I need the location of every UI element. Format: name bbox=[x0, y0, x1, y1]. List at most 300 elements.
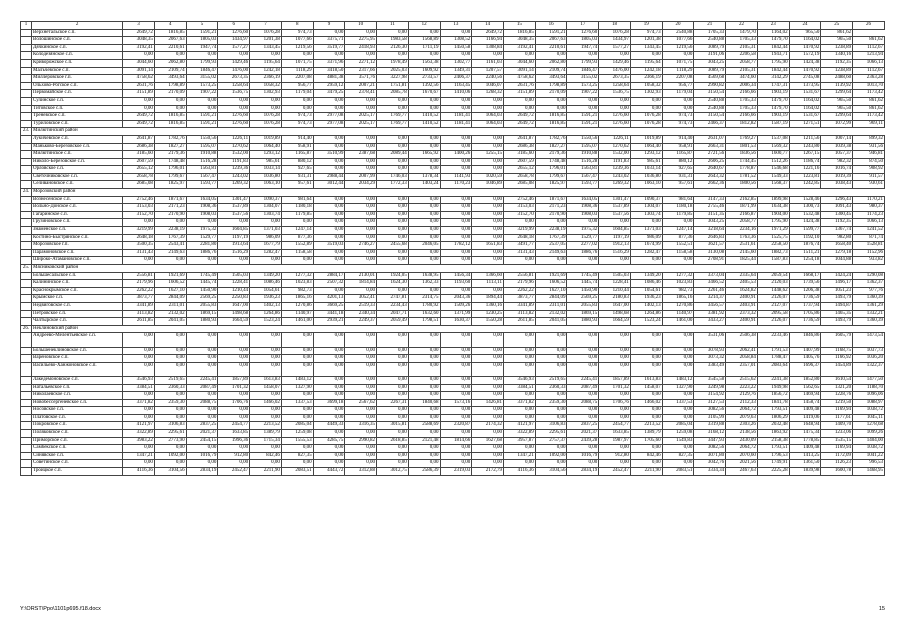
tariff-value-cell: 2686,38 bbox=[123, 143, 155, 151]
tariff-value-cell: 2240,56 bbox=[472, 75, 504, 83]
tariff-value-cell: 1593,77 bbox=[186, 181, 218, 189]
tariff-value-cell: 1664,59 bbox=[218, 318, 250, 326]
settlement-row bbox=[21, 392, 885, 400]
settlement-name: Колодезянское с.п. bbox=[32, 52, 123, 60]
tariff-value-cell: 1071,75 bbox=[662, 59, 694, 67]
tariff-value-cell: 874,50 bbox=[853, 158, 885, 166]
tariff-value-cell: 3044,60 bbox=[123, 59, 155, 67]
tariff-value-cell: 2058,77 bbox=[726, 219, 758, 227]
tariff-value-cell: 3044,60 bbox=[503, 59, 535, 67]
district-name: Милютинский район bbox=[32, 128, 885, 136]
tariff-value-cell: 1769,77 bbox=[377, 113, 409, 121]
tariff-value-cell: 0,00 bbox=[377, 384, 409, 392]
tariff-value-cell: 0,00 bbox=[472, 249, 504, 257]
column-number: 15 bbox=[503, 22, 535, 30]
tariff-value-cell: 1798,89 bbox=[154, 82, 186, 90]
settlement-name: Миллеровское г.п. bbox=[32, 75, 123, 83]
district-number: 26. bbox=[21, 325, 32, 333]
tariff-value-cell: 2649,72 bbox=[123, 113, 155, 121]
tariff-value-cell: 1587,19 bbox=[757, 120, 789, 128]
tariff-value-cell: 1045,11 bbox=[853, 414, 885, 422]
tariff-value-cell: 0,00 bbox=[472, 392, 504, 400]
tariff-value-cell: 0,00 bbox=[313, 257, 345, 265]
tariff-value-cell: 1255,15 bbox=[472, 151, 504, 159]
tariff-value-cell: 0,00 bbox=[345, 97, 377, 105]
settlement-name: Верхнетальское с.п. bbox=[32, 29, 123, 37]
tariff-value-cell: 1360,16 bbox=[472, 302, 504, 310]
row-index-cell bbox=[21, 272, 32, 280]
tariff-value-cell: 1277,32 bbox=[662, 272, 694, 280]
tariff-value-cell: 1814,66 bbox=[440, 437, 472, 445]
settlement-name: Недвиговское с.п. bbox=[32, 302, 123, 310]
tariff-value-cell: 3106,83 bbox=[535, 422, 567, 430]
district-row bbox=[21, 265, 885, 273]
tariff-value-cell: 2403,91 bbox=[726, 302, 758, 310]
tariff-value-cell: 1483,12 bbox=[662, 376, 694, 384]
tariff-value-cell: 1737,94 bbox=[789, 302, 821, 310]
tariff-value-cell: 1772,33 bbox=[377, 181, 409, 189]
tariff-value-cell: 2373,32 bbox=[726, 310, 758, 318]
tariff-value-cell: 0,00 bbox=[630, 347, 662, 355]
tariff-value-cell: 2132,02 bbox=[535, 310, 567, 318]
tariff-value-cell: 0,00 bbox=[345, 407, 377, 415]
tariff-value-cell: 2515,62 bbox=[726, 376, 758, 384]
tariff-value-cell: 0,00 bbox=[535, 362, 567, 376]
settlement-row bbox=[21, 376, 885, 384]
tariff-value-cell: 2655,12 bbox=[503, 166, 535, 174]
tariff-value-cell: 2021,56 bbox=[726, 460, 758, 468]
tariff-value-cell: 1531,67 bbox=[789, 113, 821, 121]
tariff-value-cell: 2359,30 bbox=[535, 399, 567, 407]
tariff-value-cell: 1921,69 bbox=[535, 272, 567, 280]
tariff-value-cell: 1090,37 bbox=[250, 196, 282, 204]
tariff-value-cell: 3699,18 bbox=[313, 399, 345, 407]
tariff-value-cell: 3043,25 bbox=[694, 219, 726, 227]
tariff-value-cell: 0,00 bbox=[630, 355, 662, 363]
tariff-value-cell: 1400,26 bbox=[440, 151, 472, 159]
tariff-value-cell: 2648,18 bbox=[503, 234, 535, 242]
tariff-value-cell: 2171,23 bbox=[535, 204, 567, 212]
tariff-value-cell: 1648,94 bbox=[789, 422, 821, 430]
tariff-value-cell: 2245,41 bbox=[567, 376, 599, 384]
settlement-name: Гагаринское с.п. bbox=[32, 211, 123, 219]
settlement-row bbox=[21, 249, 885, 257]
tariff-value-cell: 3015,81 bbox=[377, 422, 409, 430]
tariff-value-cell: 0,00 bbox=[472, 166, 504, 174]
tariff-value-cell: 1943,71 bbox=[757, 52, 789, 60]
tariff-value-cell: 2506,38 bbox=[726, 333, 758, 347]
tariff-value-cell: 1913,64 bbox=[218, 242, 250, 250]
tariff-value-cell: 2439,28 bbox=[567, 437, 599, 445]
tariff-value-cell: 1054,61 bbox=[630, 287, 662, 295]
tariff-value-cell: 0,00 bbox=[567, 445, 599, 453]
tariff-value-cell: 2095,58 bbox=[757, 310, 789, 318]
tariff-value-cell: 2021,37 bbox=[186, 430, 218, 438]
settlement-name: Вознесенское с.п. bbox=[32, 196, 123, 204]
tariff-value-cell: 1793,51 bbox=[757, 445, 789, 453]
tariff-value-cell: 0,00 bbox=[377, 211, 409, 219]
tariff-value-cell: 0,00 bbox=[472, 376, 504, 384]
tariff-value-cell: 0,00 bbox=[313, 430, 345, 438]
settlement-row bbox=[21, 75, 885, 83]
tariff-value-cell: 996,53 bbox=[853, 460, 885, 468]
tariff-value-cell: 0,00 bbox=[662, 97, 694, 105]
tariff-value-cell: 0,00 bbox=[345, 219, 377, 227]
tariff-value-cell: 0,00 bbox=[472, 355, 504, 363]
tariff-value-cell: 1705,60 bbox=[630, 437, 662, 445]
tariff-value-cell: 0,00 bbox=[440, 362, 472, 376]
tariff-value-cell: 2359,30 bbox=[154, 399, 186, 407]
row-index-cell bbox=[21, 362, 32, 376]
tariff-value-cell: 2303,26 bbox=[726, 422, 758, 430]
tariff-value-cell: 2126,07 bbox=[757, 295, 789, 303]
tariff-value-cell: 2488,60 bbox=[821, 75, 853, 83]
tariff-value-cell: 1371,03 bbox=[250, 227, 282, 235]
tariff-value-cell: 1470,92 bbox=[789, 67, 821, 75]
tariff-value-cell: 1332,21 bbox=[853, 310, 885, 318]
tariff-value-cell: 1219,50 bbox=[821, 399, 853, 407]
settlement-row bbox=[21, 29, 885, 37]
tariff-value-cell: 931,31 bbox=[662, 173, 694, 181]
tariff-value-cell: 1778,87 bbox=[726, 166, 758, 174]
tariff-value-cell: 1528,81 bbox=[853, 242, 885, 250]
tariff-value-cell: 0,00 bbox=[408, 105, 440, 113]
tariff-value-cell: 0,00 bbox=[123, 105, 155, 113]
settlement-row bbox=[21, 120, 885, 128]
tariff-value-cell: 2540,88 bbox=[694, 105, 726, 113]
tariff-value-cell: 0,00 bbox=[472, 204, 504, 212]
tariff-value-cell: 1536,75 bbox=[218, 90, 250, 98]
tariff-value-cell: 0,00 bbox=[472, 97, 504, 105]
tariff-value-cell: 1090,37 bbox=[630, 196, 662, 204]
settlement-name: Поляковское с.п. bbox=[32, 430, 123, 438]
tariff-value-cell: 2210,61 bbox=[154, 44, 186, 52]
tariff-value-cell: 1865,16 bbox=[662, 295, 694, 303]
tariff-value-cell: 2275,95 bbox=[345, 37, 377, 45]
tariff-value-cell: 1337,53 bbox=[281, 399, 313, 407]
tariff-value-cell: 1419,06 bbox=[789, 414, 821, 422]
tariff-value-cell: 1466,02 bbox=[250, 399, 282, 407]
tariff-value-cell: 1112,67 bbox=[853, 44, 885, 52]
tariff-value-cell: 1270,86 bbox=[281, 302, 313, 310]
tariff-value-cell: 2357,01 bbox=[726, 362, 758, 376]
settlement-row bbox=[21, 219, 885, 227]
tariff-value-cell: 1180,18 bbox=[662, 204, 694, 212]
tariff-value-cell: 1172,09 bbox=[821, 452, 853, 460]
tariff-value-cell: 2586,39 bbox=[408, 468, 440, 476]
tariff-value-cell: 1523,24 bbox=[630, 318, 662, 326]
tariff-value-cell: 2662,36 bbox=[694, 181, 726, 189]
tariff-value-cell: 1591,21 bbox=[535, 29, 567, 37]
tariff-value-cell: 3131,43 bbox=[503, 249, 535, 257]
tariff-value-cell: 0,00 bbox=[123, 97, 155, 105]
settlement-name: Первомайское с.п. bbox=[32, 90, 123, 98]
tariff-value-cell: 0,00 bbox=[250, 460, 282, 468]
tariff-value-cell: 1912,13 bbox=[599, 242, 631, 250]
tariff-value-cell: 2569,25 bbox=[567, 295, 599, 303]
tariff-value-cell: 1327,90 bbox=[281, 384, 313, 392]
tariff-value-cell: 0,00 bbox=[408, 166, 440, 174]
tariff-value-cell: 1577,27 bbox=[218, 44, 250, 52]
tariff-value-cell: 1876,74 bbox=[789, 242, 821, 250]
settlement-row bbox=[21, 158, 885, 166]
tariff-value-cell: 0,00 bbox=[154, 333, 186, 347]
tariff-value-cell: 0,00 bbox=[503, 362, 535, 376]
tariff-value-cell: 1064,40 bbox=[250, 143, 282, 151]
tariff-value-cell: 0,00 bbox=[599, 333, 631, 347]
tariff-value-cell: 0,00 bbox=[440, 249, 472, 257]
tariff-value-cell: 2631,76 bbox=[503, 82, 535, 90]
tariff-value-cell: 2034,29 bbox=[345, 181, 377, 189]
tariff-value-cell: 1254,18 bbox=[789, 257, 821, 265]
tariff-value-cell: 0,00 bbox=[154, 355, 186, 363]
tariff-value-cell: 1537,08 bbox=[757, 135, 789, 143]
tariff-value-cell: 3012,75 bbox=[377, 468, 409, 476]
tariff-value-cell: 1259,08 bbox=[281, 430, 313, 438]
tariff-value-cell: 0,00 bbox=[345, 414, 377, 422]
district-row bbox=[21, 189, 885, 197]
tariff-value-cell: 2673,35 bbox=[599, 75, 631, 83]
tariff-value-cell: 3152,70 bbox=[503, 211, 535, 219]
tariff-value-cell: 1706,76 bbox=[218, 399, 250, 407]
column-number: 9 bbox=[313, 22, 345, 30]
tariff-value-cell: 3312,88 bbox=[345, 468, 377, 476]
tariff-value-cell: 0,00 bbox=[218, 445, 250, 453]
tariff-value-cell: 2643,32 bbox=[694, 173, 726, 181]
tariff-value-cell: 0,00 bbox=[472, 287, 504, 295]
tariff-value-cell: 1532,00 bbox=[599, 151, 631, 159]
tariff-value-cell: 1016,79 bbox=[186, 452, 218, 460]
tariff-value-cell: 2089,44 bbox=[377, 151, 409, 159]
tariff-value-cell: 1550,56 bbox=[186, 135, 218, 143]
tariff-value-cell: 1908,03 bbox=[186, 211, 218, 219]
tariff-value-cell: 0,00 bbox=[503, 333, 535, 347]
tariff-value-cell: 2977,08 bbox=[313, 120, 345, 128]
settlement-name: Николаевское с.п. bbox=[32, 392, 123, 400]
tariff-value-cell: 1023,83 bbox=[662, 280, 694, 288]
tariff-value-cell: 0,00 bbox=[377, 445, 409, 453]
tariff-value-cell: 1782,76 bbox=[154, 135, 186, 143]
tariff-value-cell: 2058,84 bbox=[726, 355, 758, 363]
tariff-value-cell: 3219,99 bbox=[503, 227, 535, 235]
tariff-value-cell: 1799,93 bbox=[567, 59, 599, 67]
tariff-value-cell: 1745,49 bbox=[567, 272, 599, 280]
tariff-value-cell: 0,00 bbox=[408, 333, 440, 347]
tariff-value-cell: 1563,81 bbox=[186, 166, 218, 174]
tariff-value-cell: 1886,76 bbox=[567, 249, 599, 257]
row-index-cell bbox=[21, 407, 32, 415]
settlement-row bbox=[21, 333, 885, 347]
tariff-value-cell: 1531,67 bbox=[789, 90, 821, 98]
tariff-value-cell: 0,00 bbox=[313, 355, 345, 363]
tariff-value-cell: 2158,38 bbox=[757, 437, 789, 445]
tariff-value-cell: 2430,09 bbox=[726, 437, 758, 445]
row-index-cell bbox=[21, 445, 32, 453]
tariff-value-cell: 0,00 bbox=[377, 347, 409, 355]
tariff-value-cell: 1091,43 bbox=[821, 204, 853, 212]
tariff-value-cell: 1880,93 bbox=[186, 318, 218, 326]
tariff-value-cell: 1532,00 bbox=[218, 151, 250, 159]
tariff-value-cell: 0,00 bbox=[154, 347, 186, 355]
tariff-value-cell: 2179,96 bbox=[123, 280, 155, 288]
tariff-value-cell: 0,00 bbox=[154, 414, 186, 422]
tariff-value-cell: 1475,34 bbox=[789, 430, 821, 438]
tariff-value-cell: 0,00 bbox=[408, 384, 440, 392]
tariff-value-cell: 1796,01 bbox=[154, 166, 186, 174]
tariff-value-cell: 0,00 bbox=[250, 445, 282, 453]
tariff-value-cell: 0,00 bbox=[218, 52, 250, 60]
tariff-value-cell: 2540,88 bbox=[694, 37, 726, 45]
tariff-value-cell: 1800,56 bbox=[726, 181, 758, 189]
tariff-value-cell: 1806,29 bbox=[757, 414, 789, 422]
tariff-value-cell: 0,00 bbox=[472, 257, 504, 265]
tariff-value-cell: 1516,29 bbox=[218, 249, 250, 257]
tariff-value-cell: 2685,08 bbox=[503, 181, 535, 189]
tariff-value-cell: 0,00 bbox=[123, 355, 155, 363]
tariff-value-cell: 1139,92 bbox=[821, 82, 853, 90]
tariff-value-cell: 1633,85 bbox=[218, 430, 250, 438]
tariff-value-cell: 827,35 bbox=[662, 452, 694, 460]
tariff-value-cell: 2109,74 bbox=[535, 67, 567, 75]
tariff-value-cell: 0,00 bbox=[440, 166, 472, 174]
tariff-value-cell: 1164,02 bbox=[757, 29, 789, 37]
tariff-value-cell: 1894,44 bbox=[472, 295, 504, 303]
tariff-value-cell: 1573,25 bbox=[567, 82, 599, 90]
tariff-value-cell: 3546,93 bbox=[123, 376, 155, 384]
tariff-value-cell: 1907,22 bbox=[567, 90, 599, 98]
tariff-value-cell: 2225,28 bbox=[757, 468, 789, 476]
settlement-row bbox=[21, 52, 885, 60]
tariff-value-cell: 4116,36 bbox=[503, 468, 535, 476]
settlement-row bbox=[21, 113, 885, 121]
row-index-cell bbox=[21, 280, 32, 288]
settlement-name: Знаменское с.п. bbox=[32, 227, 123, 235]
tariff-value-cell: 1924,05 bbox=[377, 272, 409, 280]
tariff-value-cell: 2262,22 bbox=[503, 287, 535, 295]
tariff-value-cell: 1303,74 bbox=[630, 211, 662, 219]
tariff-value-cell: 0,00 bbox=[281, 97, 313, 105]
tariff-value-cell: 3192,41 bbox=[503, 44, 535, 52]
tariff-value-cell: 1550,28 bbox=[472, 318, 504, 326]
tariff-value-cell: 1343,45 bbox=[630, 44, 662, 52]
tariff-value-cell: 0,00 bbox=[186, 414, 218, 422]
tariff-value-cell: 0,00 bbox=[408, 234, 440, 242]
tariff-value-cell: 1805,03 bbox=[186, 37, 218, 45]
tariff-value-cell: 1169,94 bbox=[821, 407, 853, 415]
tariff-value-cell: 1591,21 bbox=[186, 113, 218, 121]
tariff-value-cell: 0,00 bbox=[281, 355, 313, 363]
settlement-name: Вольно-Донское с.п. bbox=[32, 204, 123, 212]
tariff-value-cell: 1450,90 bbox=[186, 287, 218, 295]
district-number: 25. bbox=[21, 265, 32, 273]
tariff-value-cell: 0,00 bbox=[662, 52, 694, 60]
tariff-value-cell: 2405,53 bbox=[726, 280, 758, 288]
tariff-value-cell: 0,00 bbox=[186, 362, 218, 376]
tariff-value-cell: 1605,79 bbox=[821, 333, 853, 347]
tariff-value-cell: 2360,33 bbox=[535, 384, 567, 392]
tariff-value-cell: 0,00 bbox=[472, 105, 504, 113]
tariff-value-cell: 1638,95 bbox=[408, 272, 440, 280]
tariff-value-cell: 965,50 bbox=[821, 105, 853, 113]
tariff-value-cell: 1402,13 bbox=[630, 302, 662, 310]
tariff-value-cell: 3214,37 bbox=[694, 295, 726, 303]
tariff-value-cell: 1228,41 bbox=[599, 280, 631, 288]
tariff-value-cell: 1426,81 bbox=[472, 399, 504, 407]
tariff-value-cell: 0,00 bbox=[154, 52, 186, 60]
tariff-value-cell: 3334,34 bbox=[694, 468, 726, 476]
tariff-value-cell: 2062,80 bbox=[535, 59, 567, 67]
tariff-value-cell: 2649,72 bbox=[472, 29, 504, 37]
row-index-cell bbox=[21, 333, 32, 347]
tariff-value-cell: 0,00 bbox=[408, 355, 440, 363]
district-row bbox=[21, 128, 885, 136]
tariff-value-cell: 0,00 bbox=[377, 97, 409, 105]
tariff-value-cell: 3147,33 bbox=[694, 196, 726, 204]
tariff-value-cell: 1168,75 bbox=[821, 347, 853, 355]
tariff-value-cell: 1299,64 bbox=[821, 90, 853, 98]
settlement-name: Широко-Атамановское с.п. bbox=[32, 257, 123, 265]
tariff-value-cell: 1450,90 bbox=[567, 287, 599, 295]
tariff-value-cell: 0,00 bbox=[567, 414, 599, 422]
tariff-value-cell: 1591,21 bbox=[186, 29, 218, 37]
tariff-value-cell: 0,00 bbox=[123, 362, 155, 376]
tariff-value-cell: 1158,58 bbox=[662, 249, 694, 257]
tariff-value-cell: 980,37 bbox=[853, 204, 885, 212]
tariff-value-cell: 2083,51 bbox=[662, 468, 694, 476]
tariff-value-cell: 1020,59 bbox=[472, 173, 504, 181]
tariff-value-cell: 1473,54 bbox=[853, 333, 885, 347]
tariff-value-cell: 1632,60 bbox=[408, 310, 440, 318]
tariff-value-cell: 0,00 bbox=[345, 227, 377, 235]
tariff-value-cell: 0,00 bbox=[377, 105, 409, 113]
row-index-cell bbox=[21, 355, 32, 363]
tariff-value-cell: 0,00 bbox=[567, 105, 599, 113]
tariff-value-cell: 0,00 bbox=[567, 52, 599, 60]
tariff-value-cell: 1242,18 bbox=[250, 67, 282, 75]
tariff-value-cell: 0,00 bbox=[345, 166, 377, 174]
tariff-value-cell: 1825,97 bbox=[535, 181, 567, 189]
tariff-value-cell: 2070,60 bbox=[726, 452, 758, 460]
tariff-value-cell: 1450,58 bbox=[440, 44, 472, 52]
tariff-value-cell: 2180,83 bbox=[599, 295, 631, 303]
tariff-value-cell: 2569,25 bbox=[186, 295, 218, 303]
tariff-value-cell: 1647,00 bbox=[218, 302, 250, 310]
settlement-row bbox=[21, 59, 885, 67]
tariff-value-cell: 1173,42 bbox=[853, 113, 885, 121]
settlement-row bbox=[21, 414, 885, 422]
settlement-name: Чалтырское с.п. bbox=[32, 318, 123, 326]
row-index-cell bbox=[21, 437, 32, 445]
settlement-row bbox=[21, 173, 885, 181]
settlement-row bbox=[21, 468, 885, 476]
tariff-value-cell: 0,00 bbox=[154, 407, 186, 415]
tariff-value-cell: 3519,77 bbox=[313, 44, 345, 52]
tariff-value-cell: 1219,56 bbox=[281, 44, 313, 52]
tariff-value-cell: 1613,83 bbox=[630, 376, 662, 384]
tariff-value-cell: 0,00 bbox=[440, 97, 472, 105]
tariff-value-cell: 1299,64 bbox=[821, 113, 853, 121]
tariff-value-cell: 1567,47 bbox=[567, 173, 599, 181]
tariff-value-cell: 1179,85 bbox=[662, 211, 694, 219]
tariff-value-cell: 1568,89 bbox=[408, 37, 440, 45]
column-number: 21 bbox=[694, 22, 726, 30]
tariff-value-cell: 1228,41 bbox=[218, 280, 250, 288]
tariff-value-cell: 0,00 bbox=[250, 257, 282, 265]
tariff-value-cell: 842,46 bbox=[630, 452, 662, 460]
tariff-value-cell: 1191,83 bbox=[599, 158, 631, 166]
tariff-value-cell: 1468,95 bbox=[853, 468, 885, 476]
tariff-value-cell: 1181,41 bbox=[440, 113, 472, 121]
